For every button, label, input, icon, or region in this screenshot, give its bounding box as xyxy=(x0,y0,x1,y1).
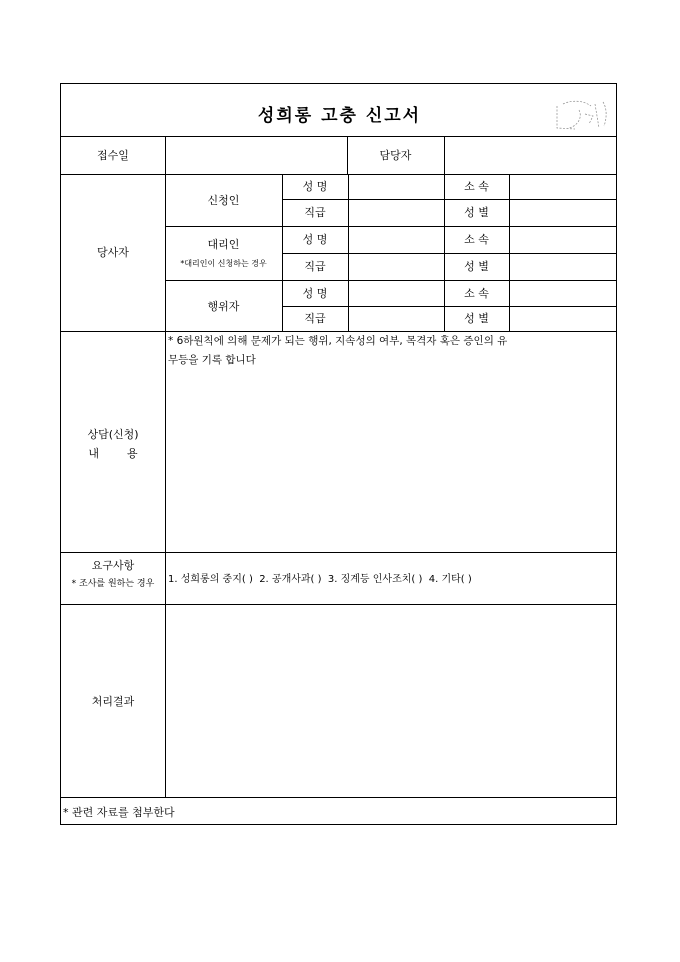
requests-options[interactable]: 1. 성희롱의 중지( ) 2. 공개사과( ) 3. 징계등 인사조치( ) 4. 기타( ) xyxy=(168,574,472,585)
report-form xyxy=(60,83,617,825)
agent-label: 대리인 xyxy=(207,238,240,251)
actor-dept-label: 소 속 xyxy=(464,287,489,300)
actor-gender-label: 성 별 xyxy=(464,312,489,325)
agent-name-label: 성 명 xyxy=(302,233,328,246)
actor-label: 행위자 xyxy=(207,300,240,313)
actor-name-label: 성 명 xyxy=(302,287,328,300)
parties-label: 당사자 xyxy=(97,246,129,259)
consultation-instruction-1: * 6하원칙에 의해 문제가 되는 행위, 지속성의 여부, 목격자 혹은 증인의 유 xyxy=(168,335,508,347)
consultation-label: 상담(신청) xyxy=(87,428,139,441)
applicant-position-label: 직급 xyxy=(304,206,326,219)
result-label: 처리결과 xyxy=(91,695,135,708)
agent-note: *대리인이 신청하는 경우 xyxy=(180,259,267,268)
applicant-dept-label: 소 속 xyxy=(464,180,489,193)
manager-label: 담당자 xyxy=(379,149,412,162)
footer-note: * 관련 자료를 첨부한다 xyxy=(63,806,175,819)
consultation-label-2: 내 용 xyxy=(88,447,138,460)
applicant-gender-label: 성 별 xyxy=(464,206,489,219)
agent-dept-label: 소 속 xyxy=(464,233,489,246)
agent-gender-label: 성 별 xyxy=(464,260,489,273)
requests-label: 요구사항 xyxy=(91,559,135,572)
form-title: 성희롱 고충 신고서 xyxy=(257,106,422,126)
applicant-label: 신청인 xyxy=(207,194,240,207)
reception-date-label: 접수일 xyxy=(97,149,129,162)
agent-position-label: 직급 xyxy=(304,260,326,273)
seal-stamp-icon xyxy=(549,98,613,134)
consultation-instruction-2: 무등을 기록 합니다 xyxy=(168,354,256,366)
requests-note: * 조사를 원하는 경우 xyxy=(71,579,155,589)
actor-position-label: 직급 xyxy=(304,312,326,325)
applicant-name-label: 성 명 xyxy=(302,180,328,193)
